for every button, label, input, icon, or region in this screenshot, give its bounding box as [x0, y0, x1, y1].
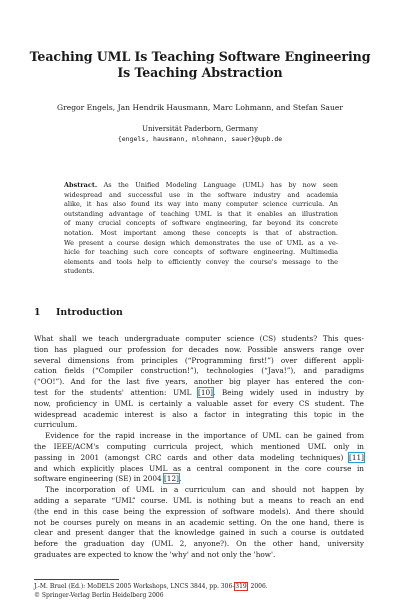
body-line: the IEEE/ACM's computing curricula project, which mentioned UML only in — [34, 441, 364, 451]
abstract-line: alike, it has also found its way into many computer science curricula. An — [64, 200, 338, 209]
body-line: tion has plagued our profession for decades now. Possible answers range over — [34, 344, 364, 354]
body-line: (the end in this case being the expression of software models). And there should — [34, 506, 364, 516]
body-line: software engineering (SE) in 2004 [12]. — [34, 474, 182, 484]
body-line: before the graduation day (UML 2, anyone?). On the other hand, university — [34, 539, 364, 549]
abstract — [64, 181, 338, 277]
author-list: Gregor Engels, Jan Hendrik Hausmann, Marc Lohmann, and Stefan Sauer — [57, 103, 343, 112]
body-line: widespread academic interest is also a factor in integrating this topic in the — [34, 409, 364, 419]
section-heading — [34, 307, 123, 319]
abstract-line: widespread and successful use in the software industry and academia — [64, 190, 338, 199]
citation-link[interactable]: [12] — [163, 474, 179, 484]
paper-title — [20, 49, 380, 81]
abstract-line: notation. Most important among these concepts is that of abstraction. — [64, 228, 338, 237]
abstract-label: Abstract. — [64, 181, 98, 189]
body-line: passing in 2001 (amongst CRC cards and other data modeling techniques) [11] — [34, 452, 364, 462]
abstract-line: of many crucial concepts of software engineering, far beyond its concrete — [64, 219, 338, 228]
body-line: cation fields (“Compiler construction!”), technologies (“Java!”), and paradigms — [34, 366, 364, 376]
body-line: clear and present danger that the knowledge gained in such a course is outdated — [34, 528, 364, 538]
abstract-line: outstanding advantage of teaching UML is that it enables an illustration — [64, 209, 338, 218]
abstract-line: We present a course design which demonstrates the use of UML as a ve- — [64, 238, 338, 247]
page-link[interactable]: 319 — [235, 583, 247, 590]
body-line: adding a separate “UML” course. UML is nothing but a means to reach an end — [34, 495, 364, 505]
citation-link[interactable]: [11] — [349, 452, 364, 462]
footer-rule — [34, 579, 119, 580]
body-line: and which explicitly places UML as a central component in the core course in — [34, 463, 364, 473]
abstract-line: elements and tools help to efficiently convey the course's message to the — [64, 257, 338, 266]
body-line: (“OO!”). And for the last five years, another big player has entered the con- — [34, 377, 364, 387]
publication-footer — [34, 582, 268, 600]
body-line: curriculum. — [34, 420, 78, 430]
body-text — [34, 334, 364, 561]
footer-copyright: © Springer-Verlag Berlin Heidelberg 2006 — [34, 592, 164, 599]
body-line: several dimensions from principles (“Programming first!”) over different appli- — [34, 355, 364, 365]
author-emails: {engels, hausmann, mlohmann, sauer}@upb.de — [117, 135, 283, 143]
body-line: The incorporation of UML in a curriculum can and should not happen by — [45, 485, 364, 495]
citation-link[interactable]: [10] — [198, 387, 214, 397]
footer-citation: J.-M. Bruel (Ed.): MoDELS 2005 Workshops, LNCS 3844, pp. 306–319, 2006. — [34, 583, 268, 590]
body-line: now, proficiency in UML is certainly a valuable asset for every CS student. The — [34, 398, 364, 408]
body-line: Evidence for the rapid increase in the importance of UML can be gained from — [45, 431, 364, 441]
title-line-1: Teaching UML Is Teaching Software Engineering — [29, 49, 371, 64]
body-line: What shall we teach undergraduate computer science (CS) students? This ques- — [34, 334, 364, 343]
body-line: graduates are expected to know the 'why' and not only the 'how'. — [34, 549, 276, 559]
section-number: 1 — [34, 307, 41, 318]
section-title: Introduction — [56, 307, 123, 318]
abstract-line: students. — [64, 267, 95, 276]
body-line: test for the students' attention: UML [10]. Being widely used in industry by — [34, 387, 364, 397]
title-line-2: Is Teaching Abstraction — [117, 65, 283, 80]
affiliation: Universität Paderborn, Germany — [142, 125, 258, 133]
abstract-line: hicle for teaching such core concepts of software engineering. Multimedia — [64, 248, 338, 257]
body-line: not be courses purely on means in an academic setting. On the one hand, there is — [34, 517, 364, 527]
abstract-line: Abstract. As the Unified Modeling Language (UML) has by now seen — [64, 181, 338, 189]
